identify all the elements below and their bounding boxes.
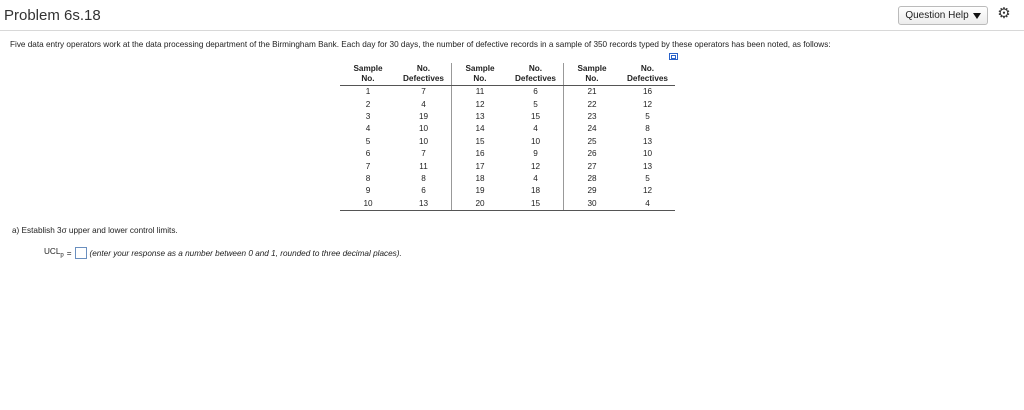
ucl-answer-row [44, 247, 402, 259]
table-cell: 15 [508, 111, 564, 123]
table-cell: 10 [642, 149, 653, 159]
table-cell: 12 [508, 160, 564, 172]
part-a-prompt: a) Establish 3σ upper and lower control limits. [12, 226, 178, 235]
column-header: No. Defectives [396, 63, 452, 86]
table-cell: 5 [645, 111, 650, 121]
table-cell: 11 [396, 160, 452, 172]
equals-sign: = [66, 248, 72, 258]
table-cell: 6 [508, 86, 564, 99]
problem-title: Problem 6s.18 [4, 7, 101, 24]
ucl-input[interactable] [75, 247, 87, 259]
table-row [340, 111, 675, 123]
table-header-row [340, 63, 675, 86]
table-cell: 10 [396, 136, 452, 148]
table-cell: 10 [508, 136, 564, 148]
table-cell: 26 [587, 149, 597, 159]
table-cell: 4 [396, 98, 452, 110]
table-cell: 13 [642, 161, 653, 171]
table-cell: 15 [475, 136, 485, 146]
table-cell: 5 [645, 173, 650, 183]
table-cell: 5 [365, 136, 371, 146]
table-row [340, 185, 675, 197]
table-cell: 29 [587, 186, 597, 196]
table-row [340, 98, 675, 110]
ucl-label: $UCL_p$ [44, 247, 64, 259]
table-cell: 8 [396, 173, 452, 185]
table-cell: 16 [475, 149, 485, 159]
table-cell: 18 [475, 173, 485, 183]
problem-header [0, 0, 1024, 31]
defectives-table [340, 63, 675, 211]
table-cell: 12 [642, 99, 653, 109]
table-cell: 12 [642, 186, 653, 196]
table-cell: 13 [475, 111, 485, 121]
table-row [340, 136, 675, 148]
table-cell: 13 [396, 198, 452, 211]
table-cell: 28 [587, 173, 597, 183]
table-cell: 23 [587, 111, 597, 121]
table-cell: 7 [396, 148, 452, 160]
gear-icon[interactable]: ⚙ [997, 5, 1011, 22]
problem-intro: Five data entry operators work at the data processing department of the Birmingham Bank. Each day for 30 days, the number of defective records in a sample of 350 records typed by these operators has been noted, as follows: [10, 40, 831, 49]
table-row [340, 86, 675, 99]
table-cell: 15 [508, 198, 564, 211]
table-cell: 7 [365, 161, 371, 171]
column-header: Sample No. [452, 63, 509, 86]
table-row [340, 160, 675, 172]
table-cell: 7 [396, 86, 452, 99]
table-row [340, 198, 675, 211]
table-cell: 22 [587, 99, 597, 109]
ucl-hint: (enter your response as a number between 0 and 1, rounded to three decimal places). [89, 248, 402, 258]
table-cell: 6 [365, 149, 371, 159]
table-cell: 25 [587, 136, 597, 146]
table-cell: 4 [508, 173, 564, 185]
table-cell: 4 [620, 198, 675, 211]
table-row [340, 148, 675, 160]
table-cell: 8 [365, 173, 371, 183]
table-cell: 19 [396, 111, 452, 123]
table-cell: 1 [365, 87, 371, 97]
table-cell: 13 [642, 136, 653, 146]
caret-down-icon [973, 13, 981, 19]
question-help-label: Question Help [905, 10, 969, 21]
table-row [340, 123, 675, 135]
expand-table-icon[interactable] [669, 53, 678, 60]
table-cell: 21 [587, 87, 597, 97]
table-cell: 30 [564, 198, 621, 211]
table-cell: 4 [365, 124, 371, 134]
column-header: Sample No. [564, 63, 621, 86]
table-cell: 9 [365, 186, 371, 196]
table-cell: 10 [340, 198, 396, 211]
table-cell: 6 [396, 185, 452, 197]
table-cell: 8 [645, 124, 650, 134]
table-cell: 2 [365, 99, 371, 109]
column-header: No. Defectives [508, 63, 564, 86]
table-cell: 19 [475, 186, 485, 196]
table-cell: 4 [508, 123, 564, 135]
question-help-button[interactable] [898, 6, 988, 25]
table-cell: 27 [587, 161, 597, 171]
table-cell: 11 [475, 87, 485, 97]
table-cell: 12 [475, 99, 485, 109]
column-header: No. Defectives [620, 63, 675, 86]
table-cell: 24 [587, 124, 597, 134]
table-cell: 16 [642, 87, 653, 97]
table-cell: 14 [475, 124, 485, 134]
table-cell: 18 [508, 185, 564, 197]
table-cell: 20 [452, 198, 509, 211]
table-cell: 5 [508, 98, 564, 110]
table-cell: 3 [365, 111, 371, 121]
table-cell: 9 [508, 148, 564, 160]
table-cell: 17 [475, 161, 485, 171]
table-cell: 10 [396, 123, 452, 135]
column-header: Sample No. [340, 63, 396, 86]
table-row [340, 173, 675, 185]
